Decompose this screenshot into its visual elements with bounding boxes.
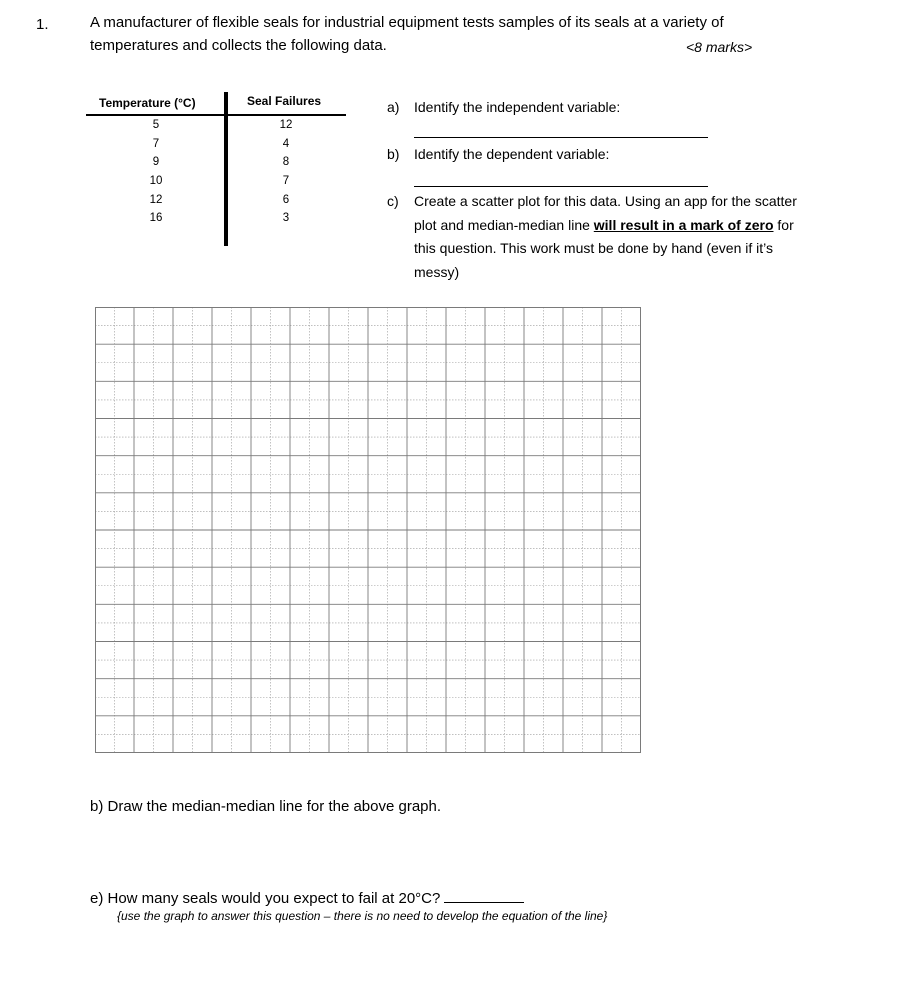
part-c-line1: Create a scatter plot for this data. Using an app for the scatter [414, 193, 797, 209]
part-e-answer-blank[interactable] [444, 888, 524, 903]
graph-paper[interactable] [95, 307, 641, 753]
temperature-cell: 5 [152, 119, 160, 131]
part-a-label: a) [387, 99, 400, 115]
zero-mark-warning: will result in a mark of zero [593, 217, 774, 233]
part-c-line3: this question. This work must be done by hand (even if it’s [414, 240, 774, 256]
part-e-prompt [90, 888, 524, 907]
part-b-prompt [387, 146, 609, 162]
part-b-text: Identify the dependent variable: [414, 146, 610, 162]
failures-cell: 12 [279, 119, 293, 131]
failures-cell: 8 [282, 156, 290, 168]
dependent-variable-answer-line[interactable] [414, 186, 708, 187]
part-c-line2 [414, 217, 794, 233]
seal-failures-header: Seal Failures [247, 94, 322, 108]
temperature-header: Temperature (°C) [99, 96, 196, 110]
independent-variable-answer-line[interactable] [414, 137, 708, 138]
part-c-label: c) [387, 193, 399, 209]
failures-cell: 6 [282, 194, 290, 206]
question-text-line1: A manufacturer of flexible seals for industrial equipment tests samples of its seals at a variety of [90, 14, 724, 31]
failures-cell: 4 [282, 138, 290, 150]
temperature-cell: 12 [149, 194, 163, 206]
temperature-cell: 9 [152, 156, 160, 168]
part-b-median-line-prompt: b) Draw the median-median line for the above graph. [90, 798, 442, 815]
temperature-cell: 16 [149, 212, 163, 224]
question-text-line2: temperatures and collects the following data. [90, 37, 387, 54]
part-c-line2-pre: plot and median-median line [414, 217, 594, 233]
question-number: 1. [36, 16, 49, 33]
table-header-rule [86, 114, 346, 116]
failures-cell: 7 [282, 175, 290, 187]
part-c-line4: messy) [414, 264, 460, 280]
part-a-text: Identify the independent variable: [414, 99, 621, 115]
temperature-cell: 7 [152, 138, 160, 150]
part-a-prompt [387, 99, 620, 115]
table-column-rule [224, 92, 228, 246]
marks-label: <8 marks> [686, 39, 753, 55]
part-e-text: e) How many seals would you expect to fail at 20°C? [90, 890, 441, 907]
temperature-cell: 10 [149, 175, 163, 187]
part-b-label: b) [387, 146, 400, 162]
failures-cell: 3 [282, 212, 290, 224]
part-c-line2-post: for [773, 217, 794, 233]
part-e-hint: {use the graph to answer this question – there is no need to develop the equation of the line} [117, 909, 608, 923]
